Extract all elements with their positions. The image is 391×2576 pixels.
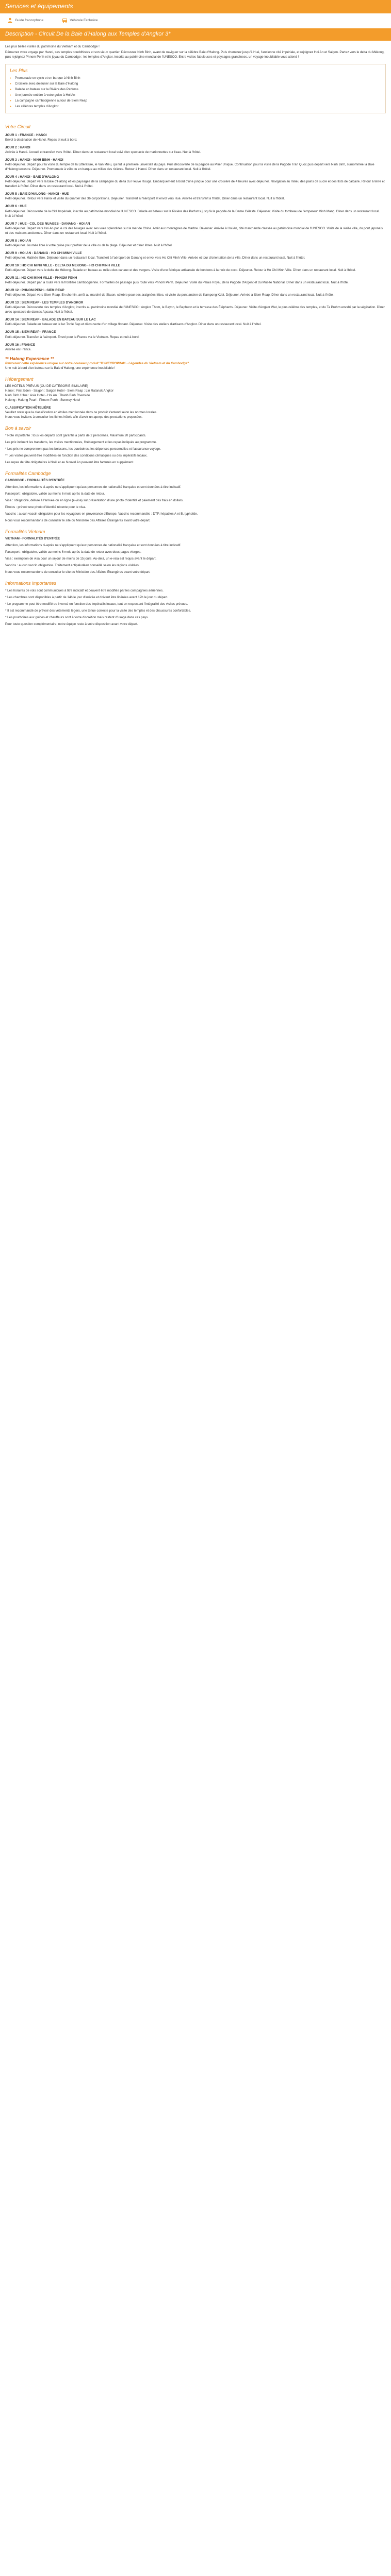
hebergement-title: Hébergement: [5, 376, 34, 382]
promo-block: [5, 355, 386, 371]
person-icon: [7, 18, 13, 23]
highlights-title: Les Plus: [10, 67, 28, 73]
day-title: JOUR 15 : SIEM REAP - FRANCE: [5, 330, 56, 334]
formality-item: Visa : exemption de visa pour un séjour de moins de 15 jours. Au-delà, un e-visa est requis avant le départ.: [5, 556, 157, 561]
formality-item: Nous vous recommandons de consulter le site du Ministère des Affaires Étrangères avant votre départ.: [5, 570, 151, 574]
classification-note: Nous vous invitons à consulter les fiches hôtels afin d'avoir un aperçu des prestations proposées.: [5, 415, 143, 419]
day-description: Petit-déjeuner. Retour vers Hanoi et visite du quartier des 36 corporations. Déjeuner. Transfert à l'aéroport et envol vers Hué. Arrivée et transfert à l'hôtel. Dîner dans un restaurant local. Nuit à l'hôtel.: [5, 197, 285, 201]
classification-note: Veuillez noter que la classification en étoiles mentionnée dans ce produit s'entend selon les normes locales.: [5, 410, 157, 414]
intro-lead: Les plus belles visites du patrimoine du Vietnam et du Cambodge !: [5, 45, 100, 48]
day-description: Petit-déjeuner. Balade en bateau sur le lac Tonlé Sap et découverte d'un village flottant. Déjeuner. Visite des ateliers d'artisans d'Angkor. Dîner dans un restaurant local. Nuit à l'hôtel.: [5, 323, 262, 327]
day-description: Petit-déjeuner. Découverte de la Cité Impériale, inscrite au patrimoine mondial de l'UNESCO. Balade en bateau sur la Rivière des Parfums jusqu'à la pagode de la Dame Céleste. Déjeuner. Visite du tombeau de l'empereur Minh Mang. Dîner dans un restaurant local. Nuit à l'hôtel.: [5, 209, 380, 218]
description-header-bar: [0, 28, 391, 41]
day-title: JOUR 4 : HANOI - BAIE D'HALONG: [5, 175, 59, 179]
formality-item: Visa : obligatoire, délivré à l'arrivée ou en ligne (e-visa) sur présentation d'une photo d'identité et paiement des frais en dollars.: [5, 498, 184, 502]
formalities-vietnam-title: Formalités Vietnam: [5, 529, 45, 534]
intro-section: [0, 41, 391, 60]
day-description: Petit-déjeuner. Départ pour la visite du temple de la Littérature, le Van Mieu, qui fut la première université du pays. Puis découverte de la pagode au Pilier Unique. Continuation pour la visite de la Pagode Tran Quoc puis départ vers Ninh Binh, surnommée la Baie d'Halong terrestre. Déjeuner. Promenade à vélo ou en barque au milieu des rizières. Retour à Hanoi. Dîner dans un restaurant local. Nuit à l'hôtel.: [5, 163, 374, 172]
day-title: JOUR 10 : HO CHI MINH VILLE - DELTA DU MEKONG - HO CHI MINH VILLE: [5, 263, 120, 267]
day-title: JOUR 1 : FRANCE - HANOI: [5, 133, 47, 137]
services-title: Services et équipements: [5, 3, 73, 10]
service-label-guide: Guide francophone: [15, 18, 44, 22]
bus-icon: [62, 18, 68, 23]
day-item: [5, 251, 386, 261]
formality-item: Passeport : obligatoire, valide au moins 6 mois après la date de retour avec deux pages vierges.: [5, 550, 141, 554]
day-title: JOUR 6 : HUE: [5, 205, 27, 209]
formality-item: Attention, les informations ci-après ne s'appliquent qu'aux personnes de nationalité française et sont données à titre indicatif.: [5, 485, 182, 489]
day-title: JOUR 16 : FRANCE: [5, 343, 36, 347]
formalities-cambodia-title: Formalités Cambodge: [5, 470, 51, 476]
important-info-paragraph: * Les chambres sont disponibles à partir de 14h le jour d'arrivée et doivent être libérées avant 12h le jour du départ.: [5, 595, 168, 599]
service-label-vehicle: Véhicule Exclusive: [70, 18, 98, 22]
important-info-paragraph: Pour toute question complémentaire, notre équipe reste à votre disposition avant votre départ.: [5, 622, 138, 626]
day-item: [5, 300, 386, 315]
service-item-guide: [7, 18, 43, 23]
hotel-line: Ninh Binh / Hue : Asia Hotel - Hoi An : Thanh Binh Riverside: [5, 393, 90, 397]
promo-subtext: Une nuit à bord d'un bateau sur la Baie d'Halong, une expérience inoubliable !: [5, 366, 116, 370]
day-description: Envol à destination de Hanoi. Repas et nuit à bord.: [5, 138, 77, 142]
highlight-item: ▸ Balade en bateau sur la Rivière des Parfums: [10, 87, 381, 93]
day-title: JOUR 14 : SIEM REAP - BALADE EN BATEAU SUR LE LAC: [5, 318, 96, 322]
day-item: [5, 239, 386, 248]
day-item: [5, 343, 386, 352]
day-description: Arrivée à Hanoi. Accueil et transfert vers l'hôtel. Dîner dans un restaurant local suivi d'un spectacle de marionnettes sur l'eau. Nuit à l'hôtel.: [5, 150, 201, 155]
formality-item: Vaccins : aucun vaccin obligatoire. Traitement antipaludéen conseillé selon les régions visitées.: [5, 563, 140, 567]
hotel-line: Hanoi : First Eden - Saigon : Saigon Hotel - Siem Reap : Lin Ratanak Angkor: [5, 388, 114, 393]
day-item: [5, 222, 386, 236]
day-title: JOUR 7 : HUE - COL DES NUAGES - DANANG - HOI AN: [5, 222, 90, 226]
day-item: [5, 175, 386, 189]
formalities-vietnam-subtitle: VIETNAM - FORMALITÉS D'ENTRÉE: [5, 536, 60, 540]
formality-item: Passeport : obligatoire, valide au moins 6 mois après la date de retour.: [5, 492, 105, 496]
intro-text: Démarrez votre voyage par Hanoi, ses temples bouddhistes et son vieux quartier. Découvrez Ninh Binh, avant de naviguer sur la célèbre Baie d'Halong. Puis cheminez jusqu'à Hué, l'ancienne cité impériale, et rejoignez Hoi An et Saigon. Partez vers le delta du Mékong, puis rejoignez Phnom Penh et le joyau du Cambodge : les temples d'Angkor, inscrits au patrimoine mondial de l'UNESCO. Entre visites fabuleuses et paysages grandioses, un voyage inoubliable vous attend !: [5, 50, 385, 59]
day-description: Petit-déjeuner. Départ par la route vers la frontière cambodgienne. Formalités de passage puis route vers Phnom Penh. Déjeuner. Visite du Palais Royal, de la Pagode d'Argent et du Musée National. Dîner dans un restaurant local. Nuit à l'hôtel.: [5, 281, 350, 285]
day-description: Petit-déjeuner. Matinée libre. Déjeuner dans un restaurant local. Transfert à l'aéroport de Danang et envol vers Ho Chi Minh Ville. Arrivée et tour d'orientation de la ville. Dîner dans un restaurant local. Nuit à l'hôtel.: [5, 256, 305, 260]
good-to-know-paragraph: Les repas de fête obligatoires à Noël et au Nouvel An peuvent être facturés en supplément.: [5, 460, 135, 464]
hebergement-intro: LES HÔTELS PRÉVUS (OU DE CATÉGORIE SIMILAIRE): [5, 384, 88, 388]
promo-text: Retrouvez cette expérience unique sur notre nouveau produit "DYNECROWN01 - Légendes du Vietnam et du Cambodge".: [5, 361, 190, 365]
day-title: JOUR 9 : HOI AN - DANANG - HO CHI MINH VILLE: [5, 251, 82, 255]
good-to-know-paragraph: * Les prix ne comprennent pas les boissons, les pourboires, les dépenses personnelles et l'assurance voyage.: [5, 447, 161, 451]
good-to-know-paragraph: Les prix incluent les transferts, les visites mentionnées, l'hébergement et les repas indiqués au programme.: [5, 440, 157, 444]
day-title: JOUR 11 : HO CHI MINH VILLE - PHNOM PENH: [5, 276, 77, 280]
important-info-paragraph: * Le programme peut être modifié ou inversé en fonction des impératifs locaux, tout en respectant l'intégralité des visites prévues.: [5, 602, 188, 606]
promo-title: ** Halong Experience **: [5, 355, 54, 361]
services-list: [0, 13, 391, 27]
day-title: JOUR 8 : HOI AN: [5, 239, 31, 243]
program-section: [0, 115, 391, 636]
day-description: Petit-déjeuner. Départ vers la Baie d'Halong et les paysages de la campagne du delta du Fleuve Rouge. Embarquement à bord d'une jonque pour une croisière de 4 heures avec déjeuner. Navigation au milieu des pains de sucre et des îlots de calcaire. Retour à terre et transfert à l'hôtel. Dîner dans un restaurant local. Nuit à l'hôtel.: [5, 180, 385, 189]
day-title: JOUR 12 : PHNOM PENH - SIEM REAP: [5, 289, 64, 293]
program-title: Votre Circuit: [5, 124, 31, 129]
day-item: [5, 263, 386, 273]
day-item: [5, 317, 386, 327]
day-description: Petit-déjeuner. Transfert à l'aéroport. Envol pour la France via le Vietnam. Repas et nuit à bord.: [5, 335, 140, 339]
day-item: [5, 330, 386, 340]
day-item: [5, 276, 386, 285]
highlight-item: ▸ Les célèbres temples d'Angkor: [10, 104, 381, 110]
important-info-title: Informations importantes: [5, 580, 57, 586]
day-description: Petit-déjeuner. Journée libre à votre guise pour profiter de la ville ou de la plage. Déjeuner et dîner libres. Nuit à l'hôtel.: [5, 243, 173, 247]
highlights-list: [10, 76, 381, 110]
good-to-know-title: Bon à savoir: [5, 425, 31, 431]
hotel-line: Halong : Halong Pearl - Phnom Penh : Sunway Hotel: [5, 398, 80, 402]
day-description: Arrivée en France.: [5, 347, 31, 351]
day-item: [5, 204, 386, 218]
important-info-paragraph: * Les pourboires aux guides et chauffeurs sont à votre discrétion mais restent d'usage dans ces pays.: [5, 615, 149, 619]
highlight-item: ▸ Une journée entière à votre guise à Hoi An: [10, 93, 381, 98]
day-item: [5, 192, 386, 201]
important-info-paragraph: * Il est recommandé de prévoir des vêtements légers, une tenue correcte pour la visite des temples et des chaussures confortables.: [5, 608, 191, 613]
highlight-item: ▸ Promenade en cyclo et en barque à Ninh Binh: [10, 76, 381, 81]
day-description: Petit-déjeuner. Départ vers Hoi An par le col des Nuages avec ses vues splendides sur la mer de Chine. Arrêt aux montagnes de Marbre. Déjeuner. Arrivée à Hoi An, cité marchande classée au patrimoine mondial de l'UNESCO. Visite de la vieille ville, du pont japonais et des maisons anciennes. Dîner dans un restaurant local. Nuit à l'hôtel.: [5, 226, 383, 235]
services-header-bar: [0, 0, 391, 13]
day-item: [5, 158, 386, 172]
good-to-know-paragraph: * Note importante : tous les départs sont garantis à partir de 2 personnes. Maximum 20 participants.: [5, 433, 146, 437]
day-title: JOUR 3 : HANOI - NINH BINH - HANOI: [5, 158, 63, 162]
day-description: Petit-déjeuner. Découverte des temples d'Angkor, inscrits au patrimoine mondial de l'UNESCO : Angkor Thom, le Bayon, le Baphuon et la terrasse des Éléphants. Déjeuner. Visite d'Angkor Wat, le plus célèbre des temples, et du Ta Prohm envahi par la végétation. Dîner avec spectacle de danses Apsara. Nuit à l'hôtel.: [5, 306, 385, 314]
formality-item: Nous vous recommandons de consulter le site du Ministère des Affaires Étrangères avant votre départ.: [5, 518, 151, 522]
description-title: Description - Circuit De la Baie d'Halong aux Temples d'Angkor 3*: [5, 31, 171, 38]
highlights-box: [5, 64, 386, 113]
formality-item: Vaccins : aucun vaccin obligatoire pour les voyageurs en provenance d'Europe. Vaccins recommandés : DTP, hépatites A et B, typhoïde.: [5, 512, 198, 516]
day-title: JOUR 13 : SIEM REAP - LES TEMPLES D'ANGKOR: [5, 301, 84, 305]
formality-item: Photos : prévoir une photo d'identité récente pour le visa.: [5, 505, 86, 509]
day-item: [5, 145, 386, 155]
good-to-know-paragraph: ** Les visites peuvent être modifiées en fonction des conditions climatiques ou des impératifs locaux.: [5, 453, 148, 457]
day-description: Petit-déjeuner. Départ vers Siem Reap. En chemin, arrêt au marché de Skuon, célèbre pour ses araignées frites, et visite du pont ancien de Kampong Kdei. Déjeuner. Arrivée à Siem Reap. Dîner dans un restaurant local. Nuit à l'hôtel.: [5, 293, 335, 297]
classification-title: CLASSIFICATION HÔTELIÈRE: [5, 405, 51, 410]
highlight-item: ▸ Croisière avec déjeuner sur la Baie d'Halong: [10, 81, 381, 87]
highlight-item: ▸ La campagne cambodgienne autour de Siem Reap: [10, 98, 381, 104]
day-description: Petit-déjeuner. Départ vers le delta du Mékong. Balade en bateau au milieu des canaux et des vergers. Visite d'une fabrique artisanale de bonbons à la noix de coco. Déjeuner. Retour à Ho Chi Minh Ville. Dîner dans un restaurant local. Nuit à l'hôtel.: [5, 268, 356, 272]
formalities-cambodia-subtitle: CAMBODGE - FORMALITÉS D'ENTRÉE: [5, 478, 65, 482]
day-item: [5, 133, 386, 143]
formality-item: Attention, les informations ci-après ne s'appliquent qu'aux personnes de nationalité française et sont données à titre indicatif.: [5, 543, 182, 547]
day-title: JOUR 5 : BAIE D'HALONG - HANOI - HUE: [5, 192, 69, 196]
day-title: JOUR 2 : HANOI: [5, 146, 30, 150]
day-item: [5, 288, 386, 298]
important-info-paragraph: * Les horaires de vols sont communiqués à titre indicatif et peuvent être modifiés par les compagnies aériennes.: [5, 588, 164, 592]
service-item-vehicle: [62, 18, 97, 23]
